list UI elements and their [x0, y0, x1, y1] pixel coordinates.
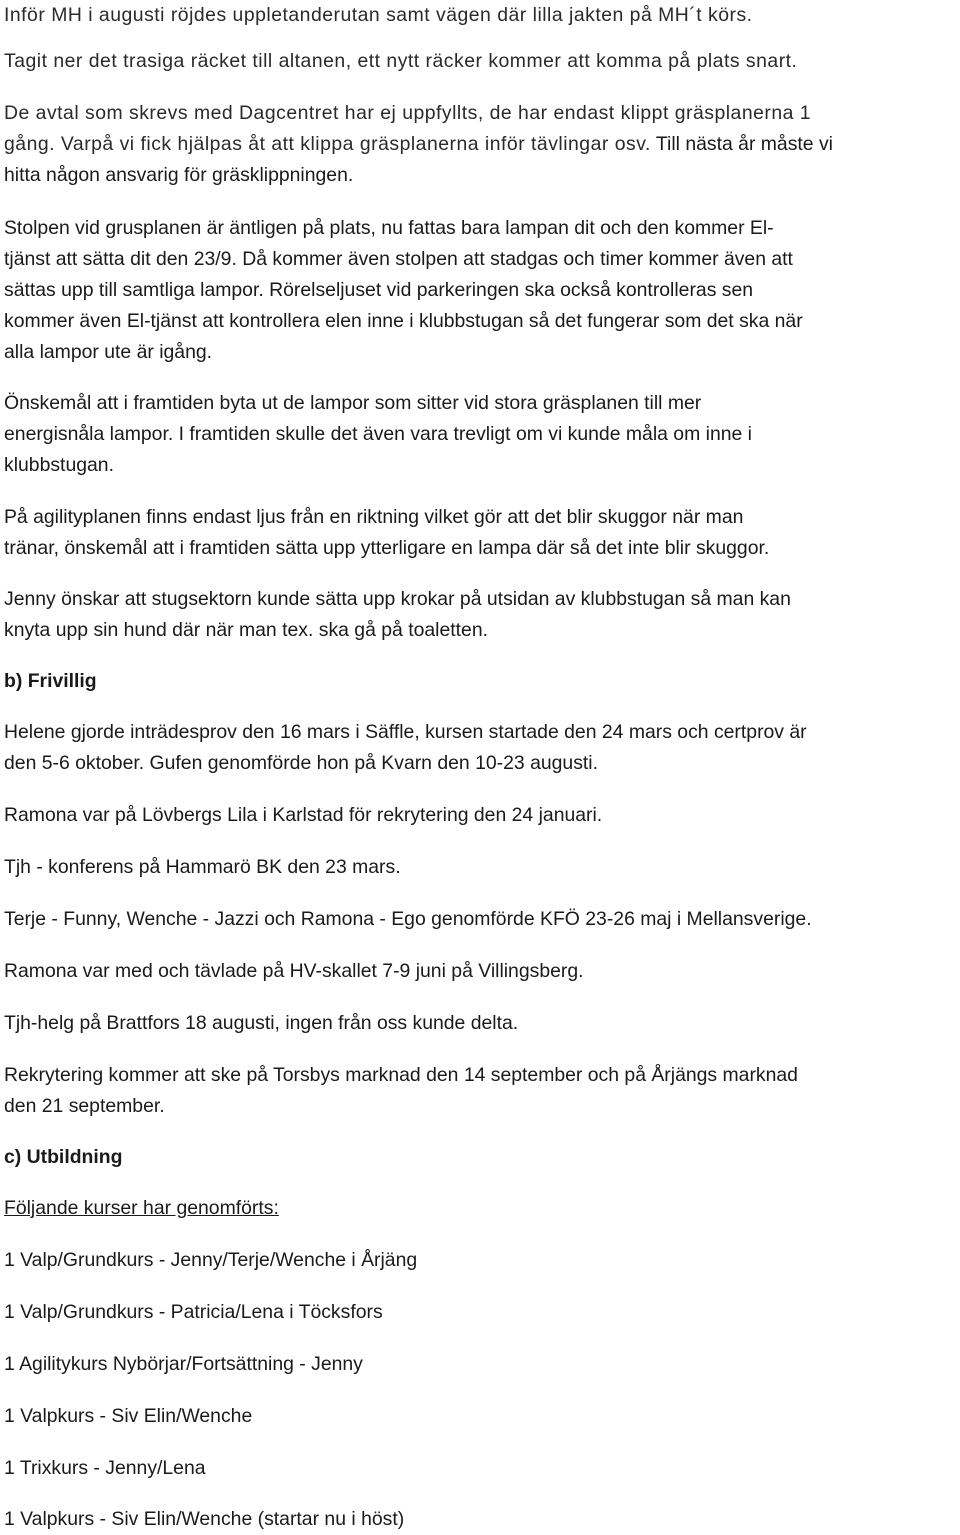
paragraph-dagcentret: [4, 98, 833, 191]
text-line: Helene gjorde inträdesprov den 16 mars i Säffle, kursen startade den 24 mars och certprov är: [4, 721, 807, 743]
paragraph-mh-clearing: [4, 0, 753, 31]
section-subheading-kurser: Följande kurser har genomförts:: [4, 1197, 279, 1219]
text-line: Tagit ner det trasiga räcket till altanen, ett nytt räcker kommer att komma på plats snart.: [4, 50, 798, 72]
course-item: 1 Trixkurs - Jenny/Lena: [4, 1457, 206, 1479]
course-item: 1 Valpkurs - Siv Elin/Wenche (startar nu i höst): [4, 1508, 405, 1530]
text-line: klubbstugan.: [4, 454, 114, 476]
text-line: Terje - Funny, Wenche - Jazzi och Ramona - Ego genomförde KFÖ 23-26 maj i Mellansverige.: [4, 908, 812, 930]
text-line: Inför MH i augusti röjdes uppletanderutan samt vägen där lilla jakten på MH´t körs.: [4, 4, 753, 26]
text-line: Tjh - konferens på Hammarö BK den 23 mars.: [4, 856, 401, 878]
text-line: De avtal som skrevs med Dagcentret har ej uppfyllts, de har endast klippt gräsplanerna 1: [4, 102, 812, 124]
paragraph-hv-skallet: [4, 956, 584, 987]
text-line-tail: Till nästa år måste vi: [650, 133, 833, 155]
paragraph-krokar: [4, 584, 791, 646]
paragraph-lampor: [4, 388, 752, 481]
paragraph-agility-light: [4, 502, 769, 564]
paragraph-kfo: [4, 904, 812, 935]
paragraph-tjh-helg: [4, 1008, 518, 1039]
text-line: Ramona var med och tävlade på HV-skallet 7-9 juni på Villingsberg.: [4, 960, 584, 982]
text-line: Stolpen vid grusplanen är äntligen på plats, nu fattas bara lampan dit och den kommer El-: [4, 217, 774, 239]
paragraph-tjh-konferens: [4, 852, 401, 883]
paragraph-helene: [4, 717, 807, 779]
text-line: Ramona var på Lövbergs Lila i Karlstad för rekrytering den 24 januari.: [4, 804, 603, 826]
text-line: Rekrytering kommer att ske på Torsbys marknad den 14 september och på Årjängs marknad: [4, 1064, 798, 1086]
paragraph-railing: [4, 46, 797, 77]
text-line: Jenny önskar att stugsektorn kunde sätta upp krokar på utsidan av klubbstugan så man kan: [4, 588, 791, 610]
course-item: 1 Agilitykurs Nybörjar/Fortsättning - Jenny: [4, 1353, 363, 1375]
text-line: gång. Varpå vi fick hjälpas åt att klippa gräsplanerna inför tävlingar osv.: [4, 133, 651, 155]
text-line: tjänst att sätta dit den 23/9. Då kommer även stolpen att stadgas och timer kommer även att: [4, 248, 793, 270]
course-item: 1 Valp/Grundkurs - Jenny/Terje/Wenche i Årjäng: [4, 1249, 418, 1271]
text-line: energisnåla lampor. I framtiden skulle det även vara trevligt om vi kunde måla om inne i: [4, 423, 752, 445]
text-line: tränar, önskemål att i framtiden sätta upp ytterligare en lampa där så det inte blir skuggor.: [4, 537, 770, 559]
text-line: sättas upp till samtliga lampor. Rörelseljuset vid parkeringen ska också kontrolleras sen: [4, 279, 754, 301]
section-heading-frivillig: b) Frivillig: [4, 670, 97, 692]
section-heading-utbildning: c) Utbildning: [4, 1146, 123, 1168]
text-line: den 5-6 oktober. Gufen genomförde hon på Kvarn den 10-23 augusti.: [4, 752, 598, 774]
text-line: kommer även El-tjänst att kontrollera elen inne i klubbstugan så det fungerar som det ska när: [4, 310, 803, 332]
text-line: den 21 september.: [4, 1095, 165, 1117]
text-line: Tjh-helg på Brattfors 18 augusti, ingen från oss kunde delta.: [4, 1012, 519, 1034]
paragraph-ramona-lovbergs: [4, 800, 602, 831]
text-line: hitta någon ansvarig för gräsklippningen.: [4, 164, 354, 186]
text-line: knyta upp sin hund där när man tex. ska gå på toaletten.: [4, 619, 488, 641]
course-item: 1 Valp/Grundkurs - Patricia/Lena i Töcksfors: [4, 1301, 383, 1323]
text-line: Önskemål att i framtiden byta ut de lampor som sitter vid stora gräsplanen till mer: [4, 392, 702, 414]
paragraph-rekrytering: [4, 1060, 798, 1122]
paragraph-stolpen: [4, 213, 803, 368]
course-item: 1 Valpkurs - Siv Elin/Wenche: [4, 1405, 253, 1427]
text-line: På agilityplanen finns endast ljus från en riktning vilket gör att det blir skuggor när man: [4, 506, 744, 528]
text-line: alla lampor ute är igång.: [4, 341, 213, 363]
